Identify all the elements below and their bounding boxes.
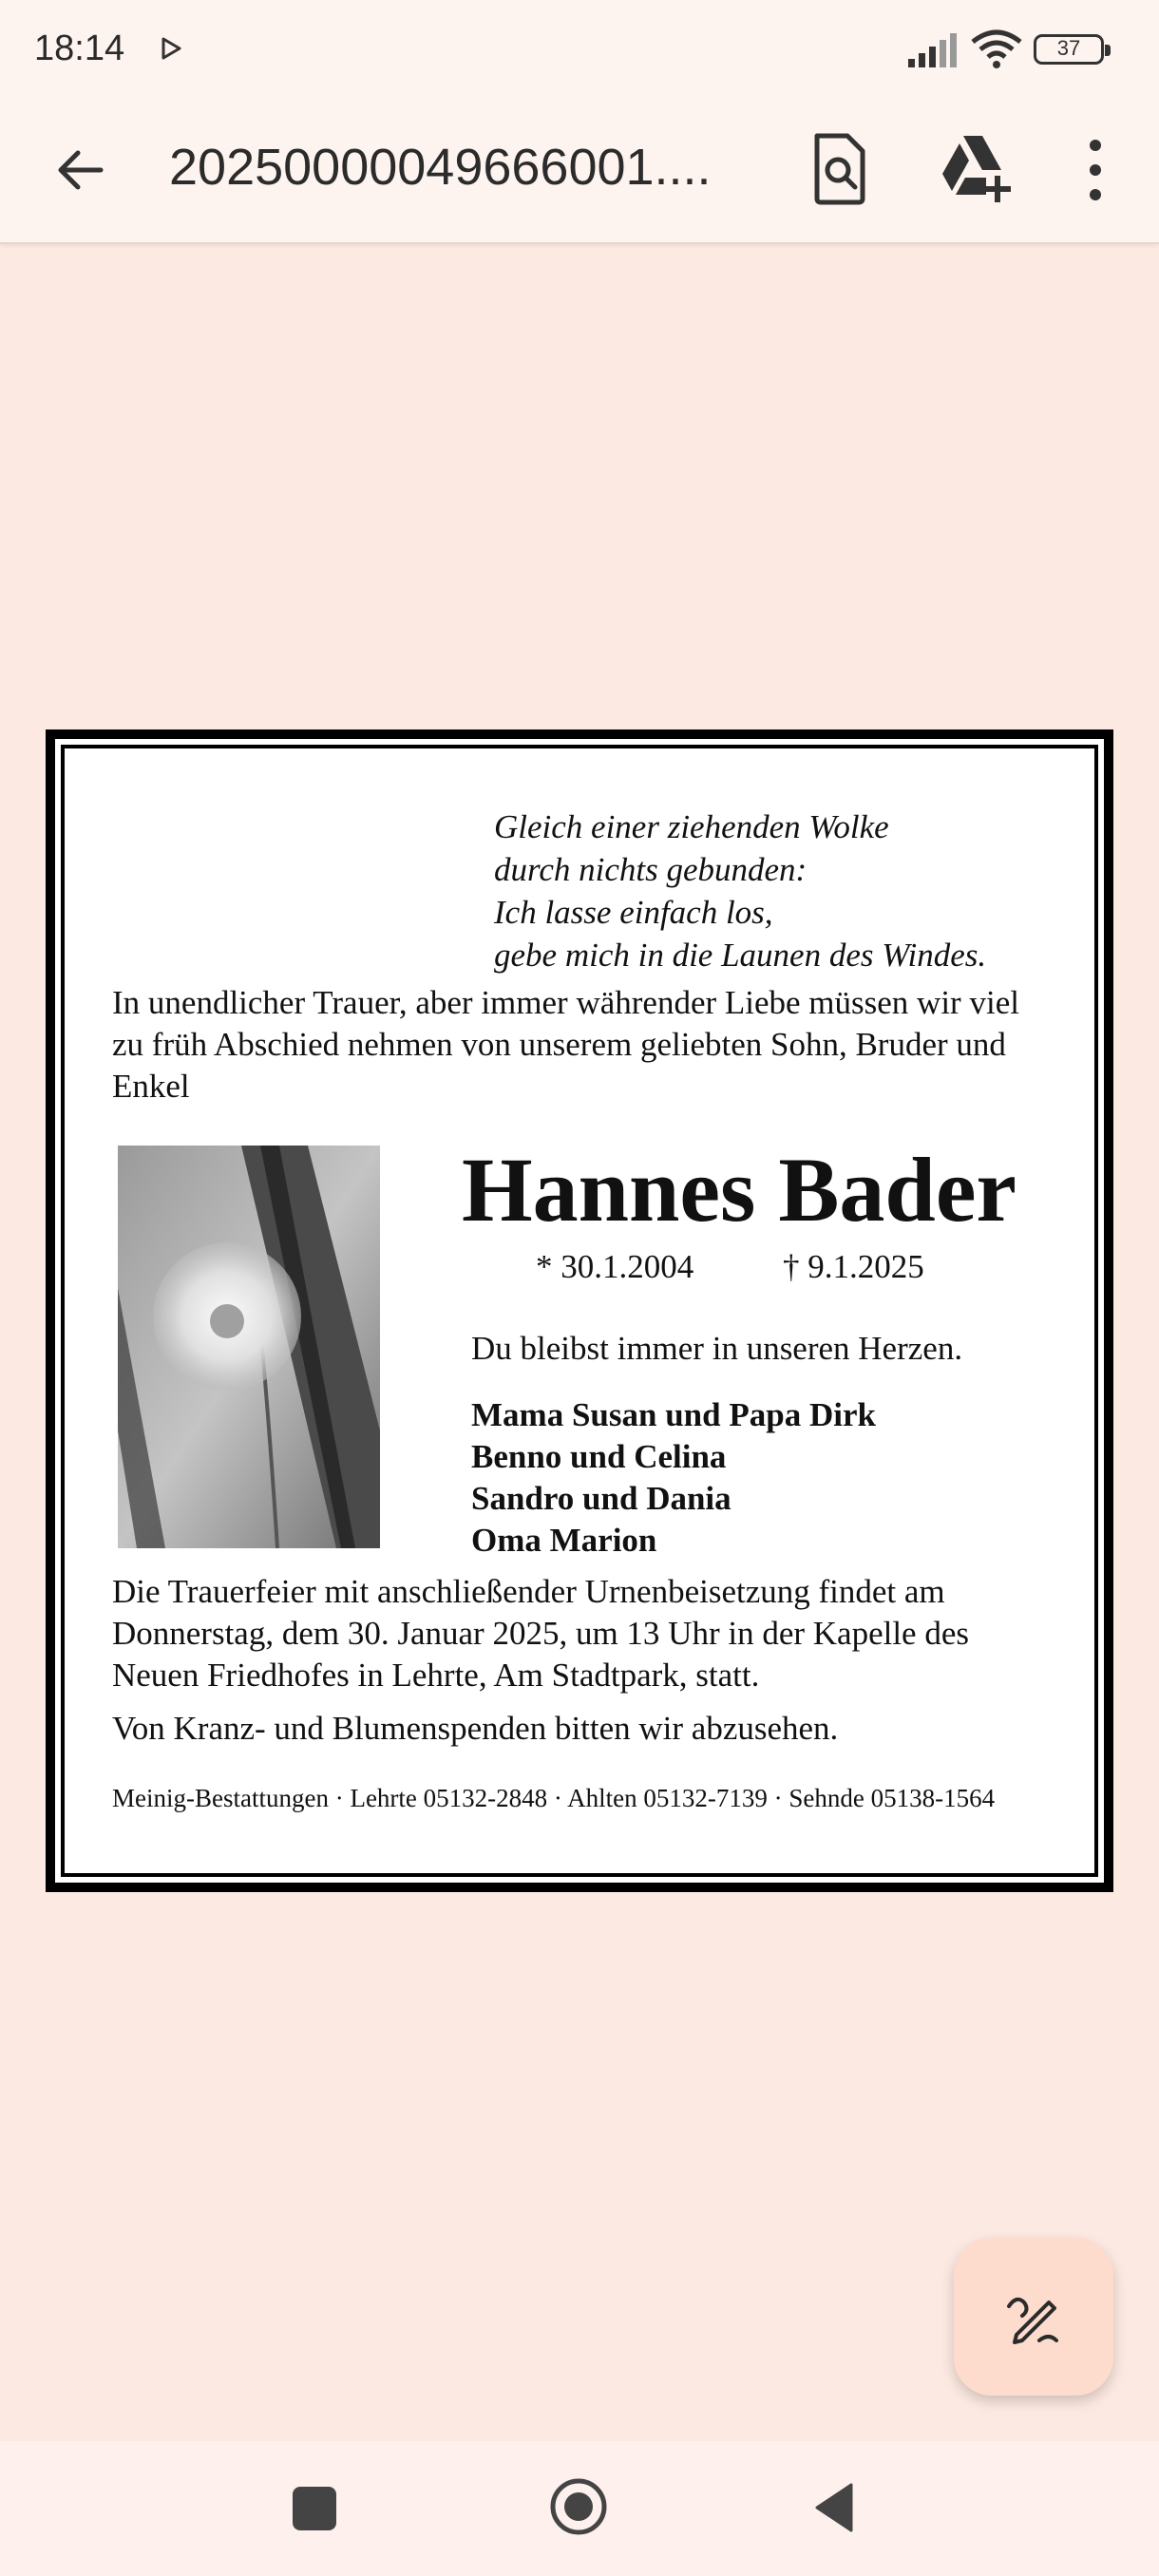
- mourner: Mama Susan und Papa Dirk: [471, 1396, 876, 1433]
- poem-line: Gleich einer ziehenden Wolke: [494, 808, 889, 845]
- farewell-line: Du bleibst immer in unseren Herzen.: [471, 1330, 963, 1367]
- ceremony-text: Die Trauerfeier mit anschließender Urnenbeisetzung findet am Donnerstag, dem 30. Januar 2025, um 13 Uhr in der Kapelle des Neuen Friedhofes in Lehrte, Am Stadtpark, statt.: [112, 1573, 970, 1694]
- annotate-button[interactable]: [954, 2238, 1113, 2396]
- status-time: 18:14: [34, 28, 125, 68]
- mourner: Benno und Celina: [471, 1438, 727, 1475]
- deceased-name: Hannes Bader: [461, 1139, 1017, 1241]
- status-bar: [0, 0, 1159, 100]
- poem: [494, 805, 986, 976]
- intro-text: In unendlicher Trauer, aber immer währender Liebe müssen wir viel zu früh Abschied nehmen von unserem geliebten Sohn, Bruder und Enkel: [112, 984, 1019, 1105]
- death-date: † 9.1.2025: [783, 1248, 924, 1285]
- mourners-list: [471, 1394, 876, 1562]
- mourner: Oma Marion: [471, 1522, 657, 1559]
- recents-icon[interactable]: [293, 2487, 336, 2530]
- back-arrow-icon[interactable]: [46, 136, 114, 204]
- poem-line: Ich lasse einfach los,: [494, 894, 773, 931]
- draw-icon: [1003, 2287, 1064, 2348]
- home-icon[interactable]: [549, 2477, 608, 2536]
- document-title: 20250000049666001....: [169, 139, 712, 196]
- nav-bar: [0, 2441, 1159, 2576]
- mourner: Sandro und Dania: [471, 1480, 732, 1517]
- battery-level: 37: [1056, 36, 1081, 60]
- battery-icon: [1034, 34, 1104, 65]
- app-bar: [0, 100, 1159, 244]
- wifi-icon: [969, 28, 1024, 70]
- poem-line: durch nichts gebunden:: [494, 851, 808, 888]
- birth-date: * 30.1.2004: [536, 1248, 694, 1285]
- flowers-note: Von Kranz- und Blumenspenden bitten wir abzusehen.: [112, 1710, 839, 1747]
- drive-add-icon[interactable]: [939, 132, 1015, 204]
- find-in-page-icon[interactable]: [806, 130, 874, 206]
- signal-icon: [906, 32, 960, 68]
- pdf-page[interactable]: [46, 729, 1113, 1892]
- poem-line: gebe mich in die Launen des Windes.: [494, 937, 987, 974]
- undertaker-footer: Meinig-Bestattungen · Lehrte 05132-2848 · Ahlten 05132-7139 · Sehnde 05138-1564: [112, 1784, 996, 1812]
- play-icon: [160, 36, 182, 61]
- obituary-frame: [61, 745, 1098, 1877]
- more-vert-icon[interactable]: [1072, 132, 1119, 208]
- dandelion-photo: [118, 1146, 380, 1548]
- back-icon[interactable]: [813, 2481, 855, 2534]
